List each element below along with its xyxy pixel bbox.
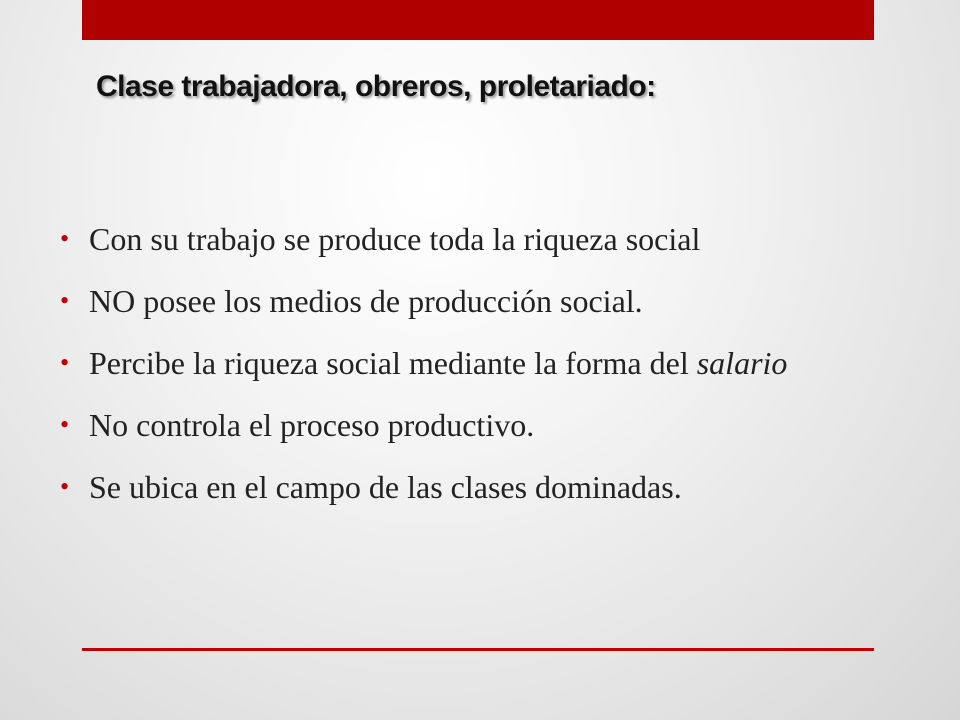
bullet-text: Se ubica en el campo de las clases dominadas. <box>89 469 682 505</box>
top-accent-bar <box>82 0 874 40</box>
bullet-list <box>60 220 890 530</box>
bullet-item <box>60 220 890 258</box>
bullet-text: Percibe la riqueza social mediante la forma del <box>89 345 697 381</box>
bullet-emphasis: salario <box>696 345 788 381</box>
bullet-item <box>60 468 890 506</box>
bullet-icon: • <box>60 224 70 253</box>
bullet-icon: • <box>60 348 70 377</box>
bullet-icon: • <box>60 472 70 501</box>
bullet-icon: • <box>60 286 70 315</box>
bottom-accent-line <box>82 648 874 651</box>
bullet-item <box>60 406 890 444</box>
slide-title: Clase trabajadora, obreros, proletariado: <box>96 70 656 103</box>
bullet-text: No controla el proceso productivo. <box>89 407 535 443</box>
bullet-text: NO posee los medios de producción social. <box>89 283 643 319</box>
bullet-item <box>60 282 890 320</box>
bullet-item <box>60 344 890 382</box>
bullet-text: Con su trabajo se produce toda la riqueza social <box>89 221 701 257</box>
bullet-icon: • <box>60 410 70 439</box>
